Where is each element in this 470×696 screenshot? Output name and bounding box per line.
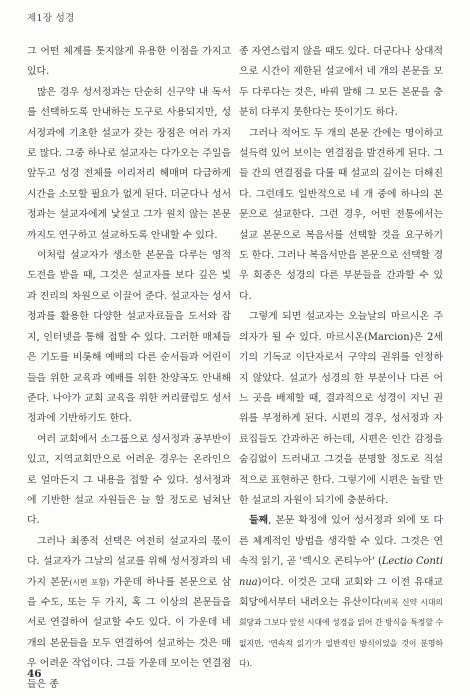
running-head: 제1장 성경: [27, 13, 75, 24]
paragraph-text: 그러나 최종적 선택은 여전히 설교자의 몫이다. 설교자가 그날의 설교를 위해 성서정과의 네 가지 본문: [27, 535, 231, 588]
paragraph: 종 자연스럽지 않을 때도 있다. 더군다나 상대적으로 시간이 제한된 설교에서 네 개의 본문을 모두 다루다는 것은, 바꿔 말해 그 모든 본문을 충분히 다루지 못한다는 뜻이기도 하다.: [239, 46, 443, 119]
paragraph: 그러나 적어도 두 개의 본문 간에는 명이하고 설득력 있어 보이는 연결점을 발견하게 된다. 그들 간의 연결점을 다룰 때 설교의 깊이는 더해진다. 그런데도 일반적으로 네 개 중에 하나의 본문으로 설교한다. 그런 경우, 어떤 전통에서는 설교 본문으로 복음서를 선택할 것을 요구하기도 한다. 그러나 복음서만을 본문으로 선택할 경우 회중은 성경의 다른 부분들을 간과할 수 있다.: [239, 127, 443, 302]
bold-term: 둘째: [249, 515, 269, 527]
paragraph: [239, 511, 443, 674]
paragraph-text: 가운데 하나를 본문으로 삼을 수도, 또는 두 가지, 혹 그 이상의 본문들을 서로 연결하여 설교할 수도 있다. 이 가운데 네 개의 본문들을 모두 연결하여 설교하는 것은 매우 어려운 작업이다. 그들 가운데 모이는 연결점들은 종: [27, 576, 231, 690]
paragraph: [27, 532, 231, 695]
paragraph: 그렇게 되면 설교자는 오늘날의 마르시온 주의자가 될 수 있다. 마르시온(Marcion)은 2세기의 기독교 이단자로서 구약의 권위를 인정하지 않았다. 설교가 성경의 한 부분이나 다른 어느 곳을 배제할 때, 결과적으로 성경이 지닌 권위를 부정하게 된다. 시편의 경우, 성서정과 자료집들도 간과하곤 하는데, 시편은 인간 감정을 숨김없이 드러내고 그것을 분명할 정도로 직설적으로 표현하곤 한다. 그렇기에 시편은 놀랄 만한 설교의 자원이 되기에 충분하다.: [239, 311, 443, 506]
small-note: (시편 포함): [69, 577, 110, 587]
paragraph: 이처럼 설교자가 생소한 본문을 다루는 영적 도전을 받을 때, 그것은 설교자를 보다 깊은 빛과 진리의 차원으로 이끌어 준다. 설교자는 성서정과를 활용한 다양한 설교자료들을 도서와 잡지, 인터넷을 통해 접할 수 있다. 그러한 매체들은 기도를 비롯해 예배의 다른 순서들과 어린이들을 위한 교육과 예배를 위한 찬양곡도 안내해준다. 나아가 교회 교육을 위한 커리큘럼도 성서정과에 기반하기도 한다.: [27, 250, 231, 425]
page-number: 46: [27, 668, 42, 680]
paragraph-text: , 본문 확정에 있어 성서정과 외에 또 다른 체계적인 방법을 생각할 수 있다. 그것은 연속적 읽기, 곧 '렉시오 콘티누아' (: [239, 515, 443, 568]
left-column: [27, 42, 231, 695]
italic-term: Lectio Continua: [239, 556, 443, 588]
paragraph: 그 어떤 체계를 톳지않게 유용한 이점을 가지고 있다.: [27, 46, 231, 78]
right-column: [239, 42, 443, 675]
paragraph: 많은 경우 성서정과는 단순히 신구약 내 독서를 선택하도록 안내하는 도구로 사용되지만, 성서정과에 기초한 설교가 갖는 장점은 여러 가지로 많다. 그중 하나로 설교자는 다가오는 주일을 앞두고 성경 전체를 이리저리 헤매며 다급하게 시간을 소모할 필요가 없게 된다. 더군다나 성서정과는 설교자에게 낯설고 그가 원치 않는 본문까지도 연구하고 설교하도록 안내할 수 있다.: [27, 86, 231, 241]
small-note: (비록 신약 시대의 회당과 그보다 앞선 시대에 성경을 읽어 간 방식을 특정할 수 없지만, '연속적 읽기'가 일반적인 방식이었을 것이 분명하다).: [239, 597, 443, 669]
paragraph-text: )이다. 이것은 고대 교회와 그 이전 유대교 회당에서부터 내려오는 유산이다: [239, 576, 443, 608]
paragraph: 여러 교회에서 소그룹으로 성서정과 공부반이 있고, 지역교회만으로 어려운 경우는 온라인으로 얼마든지 그 내용을 접할 수 있다. 성서정과에 기반한 설교 자원들은 늘 할 정도로 넘쳐난다.: [27, 433, 231, 527]
